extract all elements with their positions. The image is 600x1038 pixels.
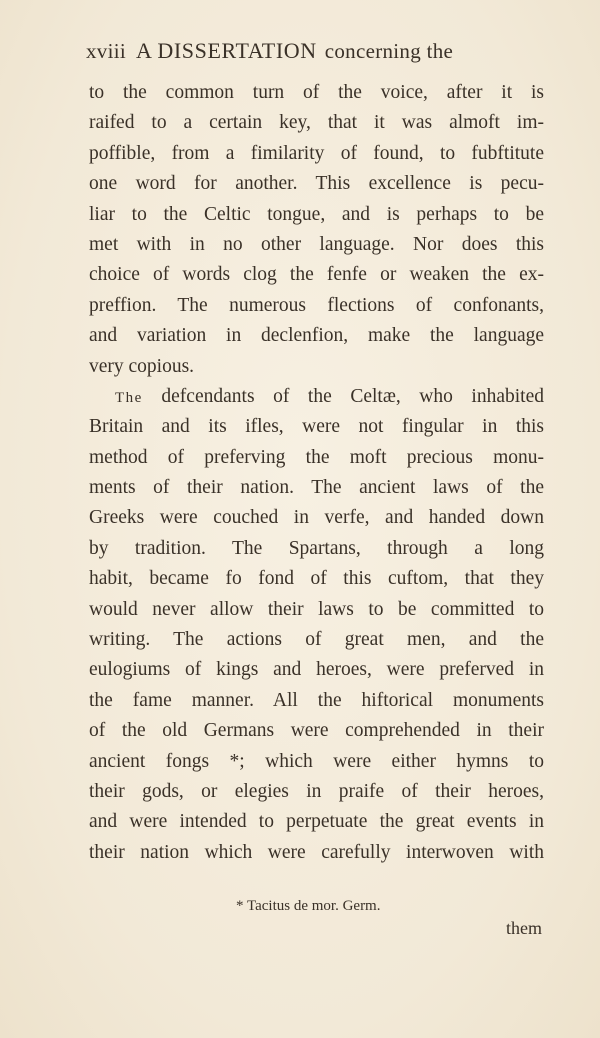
text-line: choice of words clog the fenfe or weaken the ex- xyxy=(89,264,544,286)
text-line: of the old Germans were comprehended in their xyxy=(89,720,544,742)
text-line: one word for another. This excellence is pecu- xyxy=(89,173,544,195)
catchword: them xyxy=(506,918,542,938)
text-line: preffion. The numerous flections of confonants, xyxy=(89,294,544,316)
paragraph-first-line xyxy=(89,382,544,412)
running-title-continuation: concerning the xyxy=(324,39,454,63)
text-line: method of preferving the moft precious monu- xyxy=(89,446,544,468)
running-head xyxy=(86,38,546,64)
running-title: A DISSERTATION xyxy=(136,38,317,63)
text-line: the fame manner. All the hiftorical monuments xyxy=(89,689,544,711)
text-line: by tradition. The Spartans, through a long xyxy=(89,537,544,559)
text-line: ancient fongs *; which were either hymns to xyxy=(89,750,544,772)
text-line: habit, became fo fond of this cuftom, that they xyxy=(89,568,544,590)
text-line: poffible, from a fimilarity of found, to fubftitute xyxy=(89,142,544,164)
text-line: ments of their nation. The ancient laws of the xyxy=(89,477,544,499)
text-line-remainder: defcendants of the Celtæ, who inhabited xyxy=(161,385,544,407)
text-line: to the common turn of the voice, after it is xyxy=(89,82,544,103)
text-line: would never allow their laws to be committed to xyxy=(89,598,544,620)
text-line: Britain and its ifles, were not fingular in this xyxy=(89,416,544,438)
text-line: eulogiums of kings and heroes, were preferved in xyxy=(89,659,544,681)
page-number: xviii xyxy=(86,39,127,63)
text-line: raifed to a certain key, that it was almoft im- xyxy=(89,112,544,134)
text-line: met with in no other language. Nor does this xyxy=(89,233,544,255)
footnote: * Tacitus de mor. Germ. xyxy=(236,898,381,914)
text-line: very copious. xyxy=(89,355,195,377)
body-text xyxy=(89,78,544,868)
paragraph-opener: The xyxy=(115,389,143,406)
text-line: writing. The actions of great men, and the xyxy=(89,629,544,651)
text-line: and variation in declenfion, make the language xyxy=(89,325,544,347)
text-line: Greeks were couched in verfe, and handed down xyxy=(89,507,544,529)
text-line: their gods, or elegies in praife of their heroes, xyxy=(89,780,544,802)
text-line: and were intended to perpetuate the great events in xyxy=(89,811,544,833)
text-line: their nation which were carefully interwoven with xyxy=(89,841,544,863)
text-line: liar to the Celtic tongue, and is perhaps to be xyxy=(89,203,544,225)
